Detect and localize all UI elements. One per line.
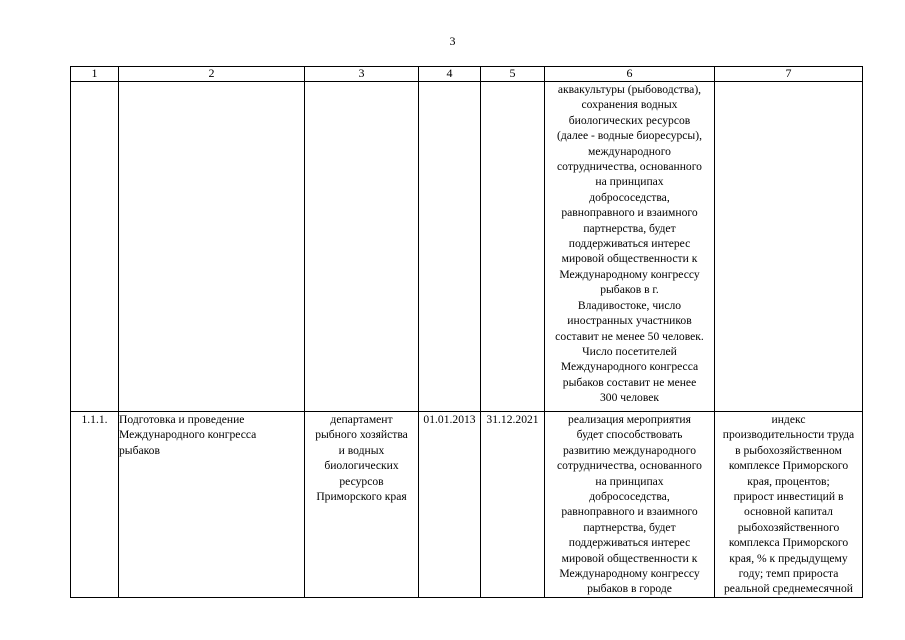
expected-result-cell: реализация мероприятия будет способствовать развитию международного сотрудничества, основанного на принципах добрососедства, равноправного и взаимного партнерства, будет поддерживаться интерес мировой общественности к Международному конгрессу рыбаков в городе (545, 412, 715, 598)
indicator-cell: индекс производительности труда в рыбохозяйственном комплексе Приморского края, процентов; прирост инвестиций в основной капитал рыбохозяйственного комплекса Приморского края, % к предыдущему году; темп прироста реальной среднемесячной (715, 412, 863, 598)
activity-name-cell (119, 82, 305, 412)
column-header: 1 (71, 67, 119, 82)
end-date-cell (481, 82, 545, 412)
table-row (71, 412, 863, 598)
column-header: 4 (419, 67, 481, 82)
column-header: 6 (545, 67, 715, 82)
responsible-cell: департамент рыбного хозяйства и водных биологических ресурсов Приморского края (305, 412, 419, 598)
program-table (70, 66, 863, 598)
activity-name-cell: Подготовка и проведение Международного конгресса рыбаков (119, 412, 305, 598)
start-date-cell: 01.01.2013 (419, 412, 481, 598)
column-header: 3 (305, 67, 419, 82)
end-date-cell: 31.12.2021 (481, 412, 545, 598)
column-number-row (71, 67, 863, 82)
indicator-cell (715, 82, 863, 412)
responsible-cell (305, 82, 419, 412)
table-row (71, 82, 863, 412)
row-number-cell (71, 82, 119, 412)
column-header: 2 (119, 67, 305, 82)
expected-result-cell: аквакультуры (рыбоводства), сохранения водных биологических ресурсов (далее - водные биоресурсы), международного сотрудничества, основанного на принципах добрососедства, равноправного и взаимного партнерства, будет поддерживаться интерес мировой общественности к Международному конгрессу рыбаков в г. Владивостоке, число иностранных участников составит не менее 50 человек. Число посетителей Международного конгресса рыбаков составит не менее 300 человек (545, 82, 715, 412)
column-header: 7 (715, 67, 863, 82)
page-number: 3 (449, 34, 456, 48)
row-number-cell: 1.1.1. (71, 412, 119, 598)
start-date-cell (419, 82, 481, 412)
column-header: 5 (481, 67, 545, 82)
